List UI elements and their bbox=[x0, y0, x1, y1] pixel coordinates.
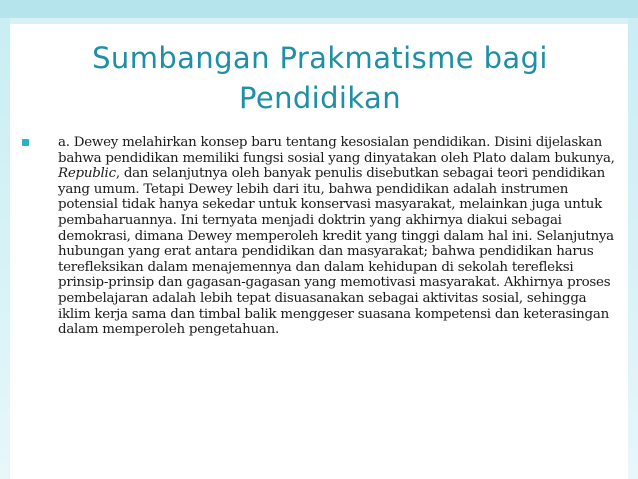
top-decor-band bbox=[0, 0, 638, 18]
slide-title-line2: Pendidikan bbox=[238, 81, 402, 115]
right-decor-bar bbox=[628, 18, 638, 479]
body-paragraph bbox=[58, 135, 618, 338]
paragraph-italic-title: Republic bbox=[58, 166, 116, 182]
left-decor-bar bbox=[0, 18, 10, 479]
slide-content bbox=[18, 135, 618, 338]
top-decor-line bbox=[0, 18, 638, 24]
paragraph-text-part1: a. Dewey melahirkan konsep baru tentang kesosialan pendidikan. Disini dijelaskan bahwa pendidikan memiliki fungsi sosial yang dinyatakan oleh Plato dalam bukunya, bbox=[58, 135, 615, 166]
paragraph-text-part2: , dan selanjutnya oleh banyak penulis disebutkan sebagai teori pendidikan yang umum. Tetapi Dewey lebih dari itu, bahwa pendidikan adalah instrumen potensial tidak hanya sekedar untuk konservasi masyarakat, melainkan juga untuk pembaharuannya. Ini ternyata menjadi doktrin yang akhirnya diakui sebagai demokrasi, dimana Dewey memperoleh kredit yang tinggi dalam hal ini. Selanjutnya hubungan yang erat antara pendidikan dan masyarakat; bahwa pendidikan harus terefleksikan dalam menajemennya dan dalam kehidupan di sekolah terefleksi prinsip-prinsip dan gagasan-gagasan yang memotivasi masyarakat. Akhirnya proses pembelajaran adalah lebih tepat disuasanakan sebagai aktivitas sosial, sehingga iklim kerja sama dan timbal balik menggeser suasana kompetensi dan keterasingan dalam memperoleh pengetahuan. bbox=[58, 166, 614, 338]
slide-title-line1: Sumbangan Prakmatisme bagi bbox=[92, 41, 548, 75]
slide-title bbox=[60, 38, 580, 118]
bullet-icon bbox=[22, 139, 29, 146]
